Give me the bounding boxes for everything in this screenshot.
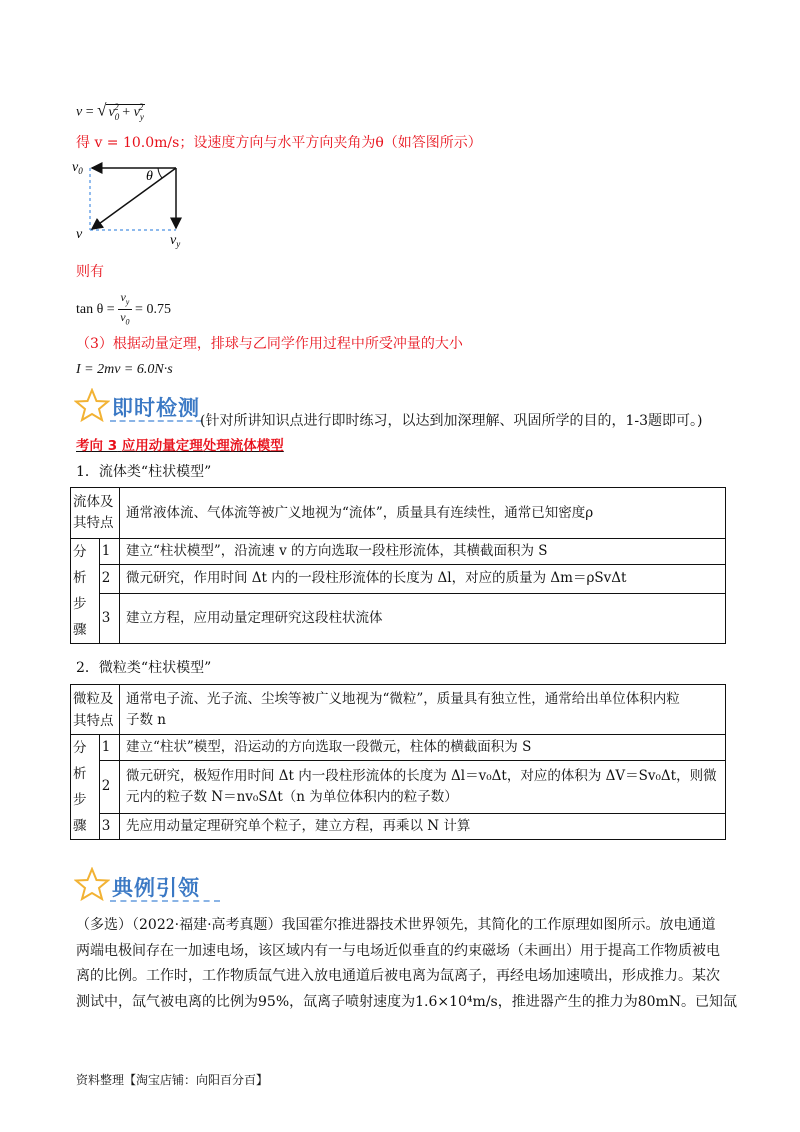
v-arrow	[92, 168, 176, 229]
particle-feature-label: 微粒及其特点	[71, 685, 120, 735]
star-icon	[74, 867, 110, 901]
part3-text: （3）根据动量定理，排球与乙同学作用过程中所受冲量的大小	[76, 336, 463, 352]
section-example-underline	[110, 900, 220, 902]
fluid-table: 流体及其特点 通常液体流、气体流等被广义地视为“流体”，质量具有连续性，通常已知密度ρ 分析步骤 1 建立“柱状模型”，沿流速 v 的方向选取一段柱形流体，其横截面积为 S 2 微元研究，作用时间 Δt 内的一段柱形流体的长度为 Δl，对应的质量为 Δm＝ρSvΔt 3 建立方程，应用动量定理研究这段柱状流体	[70, 487, 726, 644]
star-icon	[74, 388, 110, 422]
section-example-title: 典例引领	[112, 876, 200, 900]
label-v: v	[76, 227, 83, 242]
result-line: 得 v = 10.0m/s；设速度方向与水平方向夹角为θ（如答图所示）	[76, 135, 482, 151]
then-have: 则有	[76, 264, 104, 280]
fluid-step-1: 建立“柱状模型”，沿流速 v 的方向选取一段柱形流体，其横截面积为 S	[120, 539, 726, 565]
particle-step-1: 建立“柱状”模型，沿运动的方向选取一段微元，柱体的横截面积为 S	[120, 735, 726, 761]
example-paragraph: （多选）（2022·福建·高考真题）我国霍尔推进器技术世界领先，其简化的工作原理如图所示。放电通道 两端电极间存在一加速电场，该区域内有一与电场近似垂直的约束磁场（未画出）用于提高工作物质被电 离的比例。工作时，工作物质氙气进入放电通道后被电离为氙离子，再经电场加速喷出，形成推力。某次 测试中，氙气被电离的比例为95%，氙离子喷射速度为1.6×10⁴m/s，推进器产生的推力为80mN。已知氙	[76, 917, 738, 1010]
formula-v: v = √ $v_0^2 + v_y^2$	[76, 100, 144, 122]
label-v0: $v_0$	[72, 160, 83, 176]
fluid-steps-label: 分析步骤	[71, 539, 100, 644]
particle-table: 微粒及其特点 通常电子流、光子流、尘埃等被广义地视为“微粒”，质量具有独立性，通常给出单位体积内粒 子数 n 分析步骤 1 建立“柱状”模型，沿运动的方向选取一段微元，柱体的横截面积为 S 2 微元研究，极短作用时间 Δt 内一段柱形流体的长度为 Δl＝v₀Δt，对应的体积为 ΔV＝Sv₀Δt，则微 元内的粒子数 N＝nv₀SΔt（n 为单位体积内的粒子数） 3 先应用动量定理研究单个粒子，建立方程，再乘以 N 计算	[70, 684, 726, 840]
particle-step-2: 微元研究，极短作用时间 Δt 内一段柱形流体的长度为 Δl＝v₀Δt，对应的体积为 ΔV＝Sv₀Δt，则微 元内的粒子数 N＝nv₀SΔt（n 为单位体积内的粒子数）	[120, 760, 726, 814]
velocity-diagram	[70, 158, 200, 250]
label-theta: θ	[146, 169, 153, 184]
particle-steps-label: 分析步骤	[71, 735, 100, 840]
section-check-note: (针对所讲知识点进行即时练习，以达到加深理解、巩固所学的目的，1-3题即可。)	[200, 413, 703, 429]
particle-feature-text: 通常电子流、光子流、尘埃等被广义地视为“微粒”，质量具有独立性，通常给出单位体积内粒 子数 n	[120, 685, 726, 735]
tan-formula: tan θ = $\frac{v_y}{v_0}$ = 0.75	[76, 290, 171, 327]
footer-text: 资料整理【淘宝店铺：向阳百分百】	[76, 1073, 269, 1087]
fluid-step-2: 微元研究，作用时间 Δt 内的一段柱形流体的长度为 Δl，对应的质量为 Δm＝ρSvΔt	[120, 565, 726, 593]
fluid-step-3: 建立方程，应用动量定理研究这段柱状流体	[120, 593, 726, 643]
particle-step-3: 先应用动量定理研究单个粒子，建立方程，再乘以 N 计算	[120, 814, 726, 840]
fluid-feature-label: 流体及其特点	[71, 488, 120, 539]
impulse-formula: I = 2mv = 6.0N·s	[76, 362, 173, 377]
topic3-heading: 考向 3 应用动量定理处理流体模型	[76, 438, 284, 454]
fluid-feature-text: 通常液体流、气体流等被广义地视为“流体”，质量具有连续性，通常已知密度ρ	[120, 488, 726, 539]
fluid-heading: 1．流体类“柱状模型”	[76, 464, 212, 480]
section-check-underline	[110, 420, 202, 422]
particle-heading: 2．微粒类“柱状模型”	[76, 660, 212, 676]
label-vy: $v_y$	[170, 233, 181, 249]
section-check-title: 即时检测	[112, 396, 200, 420]
